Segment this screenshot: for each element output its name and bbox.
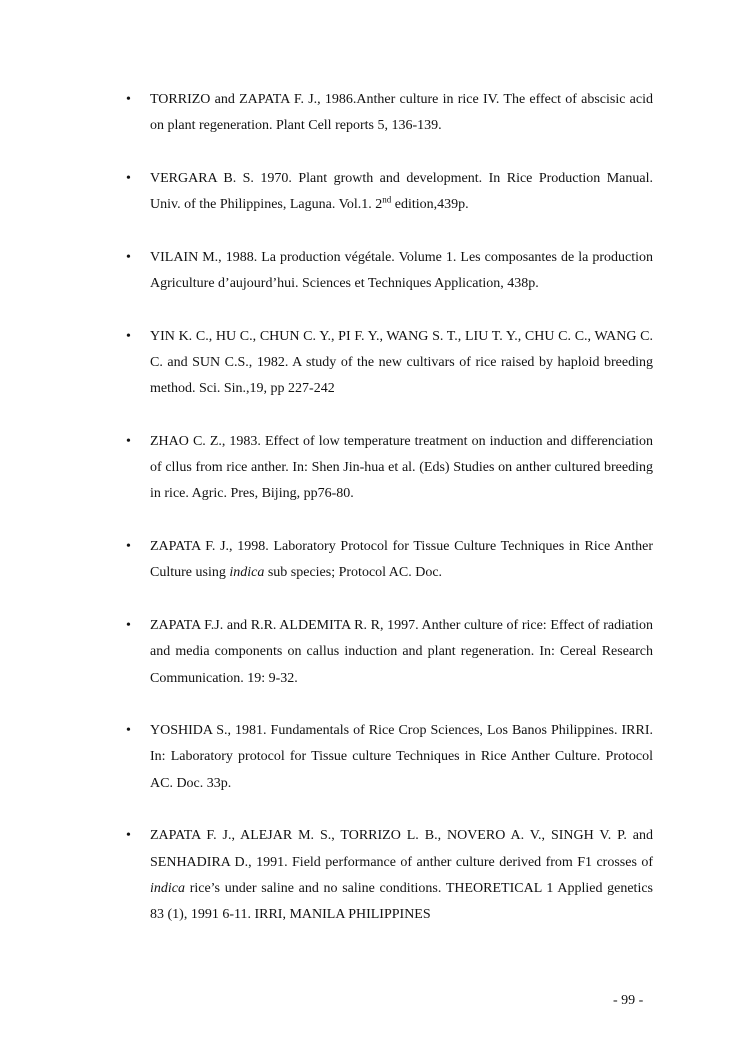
reference-text: YIN K. C., HU C., CHUN C. Y., PI F. Y., WANG S. T., LIU T. Y., CHU C. C., WANG C. C. and SUN C.S., 1982. A study of the new cultivars of rice raised by haploid breeding method. Sci. Sin.,19, pp 227-242 [150, 328, 653, 397]
reference-text: ZAPATA F. J., 1998. Laboratory Protocol for Tissue Culture Techniques in Rice Anther Culture using [150, 539, 653, 581]
italic-term: indica [150, 880, 185, 896]
reference-item [126, 245, 653, 298]
italic-term: indica [229, 565, 265, 581]
bullet: • [126, 617, 131, 633]
bullet: • [126, 723, 131, 739]
bullet: • [126, 249, 131, 265]
reference-text: ZAPATA F. J., ALEJAR M. S., TORRIZO L. B., NOVERO A. V., SINGH V. P. and SENHADIRA D., 1991. Field performance of anther culture derived from F1 crosses of [150, 828, 653, 870]
bullet: • [126, 170, 131, 186]
bullet: • [126, 92, 131, 107]
reference-text: VERGARA B. S. 1970. Plant growth and development. In Rice Production Manual. Univ. of the Philippines, Laguna. Vol.1. 2 [150, 170, 653, 213]
reference-item [126, 613, 653, 692]
page-number: - 99 - [613, 993, 644, 1008]
superscript: nd [382, 194, 392, 205]
reference-item [126, 87, 653, 140]
reference-text: ZHAO C. Z., 1983. Effect of low temperature treatment on induction and differenciation of cllus from rice anther. In: Shen Jin-hua et al. (Eds) Studies on anther cultured breeding in rice. Agric. Pres, Bijing, pp76-80. [150, 433, 653, 502]
reference-text: TORRIZO and ZAPATA F. J., 1986.Anther culture in rice IV. The effect of abscisic acid on plant regeneration. Plant Cell reports 5, 136-139. [150, 92, 653, 134]
reference-item [126, 324, 653, 403]
reference-item [126, 718, 653, 797]
reference-item [126, 166, 653, 219]
reference-text: ZAPATA F.J. and R.R. ALDEMITA R. R, 1997. Anther culture of rice: Effect of radiation and media components on callus induction and plant regeneration. In: Cereal Research Communication. 19: 9-32. [150, 617, 653, 686]
bullet: • [126, 433, 131, 449]
bullet: • [126, 328, 131, 344]
reference-text: sub species; Protocol AC. Doc. [264, 565, 443, 581]
reference-text: VILAIN M., 1988. La production végétale. Volume 1. Les composantes de la production Agriculture d’aujourd’hui. Sciences et Techniques Application, 438p. [150, 249, 653, 292]
reference-item [126, 823, 653, 928]
reference-text: edition,439p. [391, 197, 469, 213]
reference-text: rice’s under saline and no saline conditions. THEORETICAL 1 Applied genetics 83 (1), 1991 6-11. IRRI, MANILA PHILIPPINES [150, 880, 653, 923]
reference-item [126, 534, 653, 587]
reference-list [126, 87, 653, 955]
reference-item [126, 429, 653, 508]
bullet: • [126, 539, 131, 555]
bullet: • [126, 828, 131, 844]
reference-text: YOSHIDA S., 1981. Fundamentals of Rice Crop Sciences, Los Banos Philippines. IRRI. In: Laboratory protocol for Tissue culture Techniques in Rice Anther Culture. Protocol AC. Doc. 33p. [150, 723, 653, 791]
